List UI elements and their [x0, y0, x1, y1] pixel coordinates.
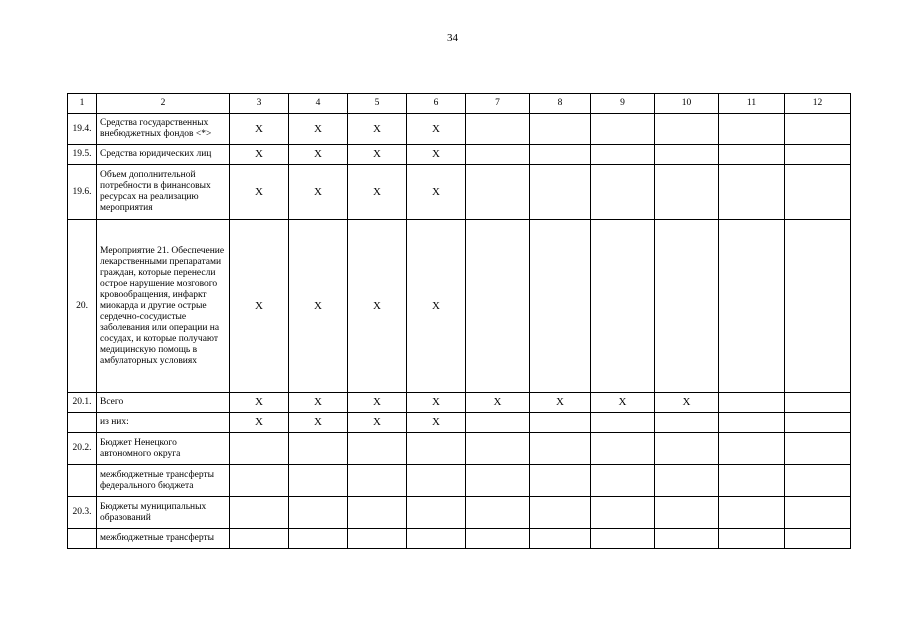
table-cell [289, 497, 348, 529]
table-cell: X [230, 220, 289, 393]
table-cell [655, 465, 719, 497]
table-cell [655, 114, 719, 145]
table-cell [719, 220, 785, 393]
table-cell [466, 497, 530, 529]
table-cell [655, 145, 719, 165]
table-cell [655, 220, 719, 393]
table-cell: X [289, 393, 348, 413]
row-description: Бюджет Ненецкого автономного округа [97, 433, 230, 465]
table-cell [530, 465, 591, 497]
table-cell: X [407, 393, 466, 413]
row-number: 19.5. [68, 145, 97, 165]
table-cell [785, 497, 851, 529]
table-cell: X [348, 114, 407, 145]
table-cell [785, 465, 851, 497]
table-row [68, 393, 851, 413]
table-cell: X [407, 165, 466, 220]
row-description: Объем дополнительной потребности в финансовых ресурсах на реализацию мероприятия [97, 165, 230, 220]
row-description: из них: [97, 413, 230, 433]
table-cell [785, 220, 851, 393]
table-cell: X [348, 165, 407, 220]
table-cell [289, 433, 348, 465]
row-number: 19.6. [68, 165, 97, 220]
table-cell [466, 220, 530, 393]
table-cell: X [530, 393, 591, 413]
table-cell [655, 529, 719, 549]
table-cell [466, 114, 530, 145]
table-cell [655, 165, 719, 220]
table-cell [719, 114, 785, 145]
table-cell [719, 413, 785, 433]
table-cell [719, 145, 785, 165]
header-cell: 10 [655, 94, 719, 114]
table-cell [348, 465, 407, 497]
table-cell: X [289, 114, 348, 145]
table-row [68, 413, 851, 433]
table-cell [785, 393, 851, 413]
table-cell [785, 145, 851, 165]
header-cell: 8 [530, 94, 591, 114]
table-cell: X [407, 145, 466, 165]
table-cell: X [655, 393, 719, 413]
header-cell: 3 [230, 94, 289, 114]
table-row [68, 497, 851, 529]
table-cell [719, 497, 785, 529]
table-cell [530, 497, 591, 529]
table-cell [530, 114, 591, 145]
table-cell [466, 145, 530, 165]
table-cell [407, 529, 466, 549]
table-cell [466, 529, 530, 549]
table-cell [348, 433, 407, 465]
table-cell [289, 465, 348, 497]
table-cell [591, 145, 655, 165]
header-cell: 1 [68, 94, 97, 114]
table-cell [655, 433, 719, 465]
table-cell [230, 433, 289, 465]
table-cell: X [230, 413, 289, 433]
table-cell: X [289, 165, 348, 220]
row-description: межбюджетные трансферты федерального бюджета [97, 465, 230, 497]
table-cell [785, 165, 851, 220]
row-number: 19.4. [68, 114, 97, 145]
table-cell [591, 433, 655, 465]
table-cell: X [591, 393, 655, 413]
page-number: 34 [447, 32, 458, 44]
table-cell [230, 529, 289, 549]
table-cell [785, 529, 851, 549]
header-cell: 6 [407, 94, 466, 114]
row-number [68, 465, 97, 497]
table-cell: X [348, 220, 407, 393]
table-cell [407, 465, 466, 497]
row-description: межбюджетные трансферты [97, 529, 230, 549]
row-number [68, 413, 97, 433]
table-cell [591, 413, 655, 433]
row-number: 20. [68, 220, 97, 393]
row-number: 20.2. [68, 433, 97, 465]
table-row [68, 114, 851, 145]
table-cell: X [289, 413, 348, 433]
table-cell: X [230, 145, 289, 165]
row-description: Всего [97, 393, 230, 413]
table-cell [530, 529, 591, 549]
table-cell: X [348, 393, 407, 413]
row-description: Средства государственных внебюджетных фондов <*> [97, 114, 230, 145]
table-cell [466, 413, 530, 433]
row-number [68, 529, 97, 549]
table-cell [655, 413, 719, 433]
table-cell: X [407, 220, 466, 393]
table-cell [719, 393, 785, 413]
table-cell [785, 433, 851, 465]
table-cell [719, 433, 785, 465]
row-number: 20.3. [68, 497, 97, 529]
table-cell [530, 413, 591, 433]
table-cell [591, 497, 655, 529]
table-row [68, 220, 851, 393]
table-cell [719, 165, 785, 220]
table-cell [591, 114, 655, 145]
table-cell [530, 145, 591, 165]
table-cell [719, 529, 785, 549]
row-description: Средства юридических лиц [97, 145, 230, 165]
table-cell [407, 497, 466, 529]
table-cell [530, 433, 591, 465]
header-row [68, 94, 851, 114]
header-cell: 4 [289, 94, 348, 114]
table-cell [466, 433, 530, 465]
table-cell [230, 497, 289, 529]
header-cell: 9 [591, 94, 655, 114]
table-row [68, 433, 851, 465]
table-cell: X [407, 114, 466, 145]
table-row [68, 465, 851, 497]
header-cell: 11 [719, 94, 785, 114]
table-cell [230, 465, 289, 497]
row-description: Мероприятие 21. Обеспечение лекарственными препаратами граждан, которые перенесли острое нарушение мозгового кровообращения, инфаркт миокарда и другие острые сердечно-сосудистые заболевания или операции на сосудах, и которые получают медицинскую помощь в амбулаторных условиях [97, 220, 230, 393]
table-cell [348, 529, 407, 549]
table-cell [348, 497, 407, 529]
table-cell [785, 114, 851, 145]
table-cell [785, 413, 851, 433]
table-cell [289, 529, 348, 549]
table-cell: X [348, 145, 407, 165]
table-cell [655, 497, 719, 529]
table-cell: X [230, 393, 289, 413]
table-cell [591, 165, 655, 220]
table-cell: X [230, 114, 289, 145]
table-cell [530, 165, 591, 220]
budget-table [67, 93, 851, 549]
table-row [68, 145, 851, 165]
table-cell [407, 433, 466, 465]
table-cell: X [230, 165, 289, 220]
header-cell: 12 [785, 94, 851, 114]
table-cell: X [289, 145, 348, 165]
table-cell [719, 465, 785, 497]
table-cell [591, 220, 655, 393]
table-cell: X [466, 393, 530, 413]
table-cell [466, 465, 530, 497]
table-row [68, 529, 851, 549]
header-cell: 7 [466, 94, 530, 114]
row-number: 20.1. [68, 393, 97, 413]
table-cell [591, 529, 655, 549]
table-cell [466, 165, 530, 220]
header-cell: 2 [97, 94, 230, 114]
table-row [68, 165, 851, 220]
table-cell: X [407, 413, 466, 433]
header-cell: 5 [348, 94, 407, 114]
row-description: Бюджеты муниципальных образований [97, 497, 230, 529]
table-cell: X [289, 220, 348, 393]
table-cell [530, 220, 591, 393]
table-cell [591, 465, 655, 497]
table-cell: X [348, 413, 407, 433]
